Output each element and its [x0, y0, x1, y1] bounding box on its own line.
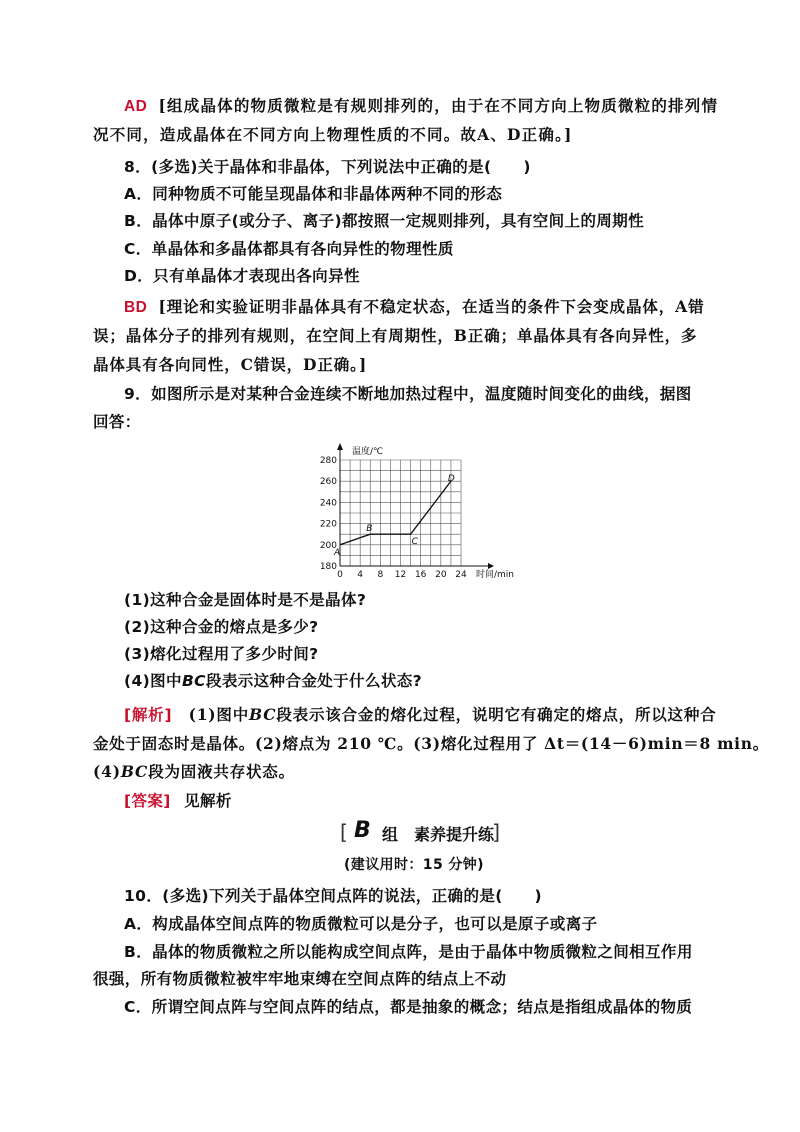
- x-tick-label: 4: [357, 570, 364, 580]
- y-tick-label: 220: [319, 519, 337, 530]
- q10-option-c-1: C．所谓空间点阵与空间点阵的结点，都是抽象的概念；结点是指组成晶体的物质: [124, 998, 693, 1016]
- q9-analysis-1: [124, 704, 716, 726]
- group-b-time: (建议用时：15 分钟): [344, 857, 484, 873]
- q8-answer-line-1: [124, 296, 704, 319]
- q9-answer-text: 见解析: [184, 792, 232, 810]
- q9-answer: [124, 790, 232, 812]
- chart-axes: [337, 443, 494, 569]
- chart-grid: [340, 460, 461, 566]
- chart-point-labels: [333, 474, 455, 558]
- q9-sub-4-post: 段表示这种合金处于什么状态?: [205, 672, 423, 690]
- x-tick-label: 0: [337, 570, 343, 580]
- y-tick-label: 280: [319, 456, 337, 466]
- group-b-banner: [340, 820, 500, 846]
- q9-analysis-tag: [解析]: [124, 706, 173, 724]
- point-label-b: B: [366, 524, 373, 535]
- q9-analysis-1-bc: BC: [249, 705, 277, 724]
- point-label-d: D: [447, 474, 455, 485]
- x-tick-label: 16: [414, 570, 427, 580]
- q9-analysis-1a: (1)图中: [188, 705, 250, 724]
- q8-explanation-3: 晶体具有各向同性，C错误，D正确。]: [93, 355, 368, 374]
- x-tick-label: 20: [435, 570, 447, 580]
- temperature-time-chart: [318, 440, 528, 580]
- q9-sub-1: (1)这种合金是固体时是不是晶体?: [124, 591, 367, 609]
- q8-option-c: C．单晶体和多晶体都具有各向异性的物理性质: [124, 240, 454, 258]
- chart-y-axis-label: 温度/℃: [352, 447, 384, 457]
- q8-answer-letters: BD: [124, 299, 148, 316]
- chart-ticks: [320, 456, 467, 580]
- q8-explanation-2: 误；晶体分子的排列有规则，在空间上有周期性，B正确；单晶体具有各向异性，多: [93, 326, 698, 345]
- y-tick-label: 240: [319, 498, 337, 509]
- q9-analysis-3-bc: BC: [120, 762, 149, 781]
- q10-option-b-2: 很强，所有物质微粒被牢牢地束缚在空间点阵的结点上不动: [93, 970, 507, 988]
- point-label-c: C: [411, 537, 418, 548]
- q8-explanation-1: [理论和实验证明非晶体具有不稳定状态，在适当的条件下会变成晶体，A错: [158, 297, 705, 316]
- q9-sub-4-pre: (4)图中: [124, 672, 182, 690]
- q9-analysis-2: 金处于固态时是晶体。(2)熔点为 210 ℃。(3)熔化过程用了 Δt＝(14－6)min＝8 min。: [93, 734, 769, 753]
- q8-option-a: A．同种物质不可能呈现晶体和非晶体两种不同的形态: [124, 185, 503, 203]
- x-tick-label: 12: [394, 570, 407, 580]
- y-tick-label: 180: [319, 562, 337, 572]
- q9-analysis-3b: 段为固液共存状态。: [148, 762, 295, 781]
- y-tick-label: 260: [319, 477, 337, 488]
- banner-right-bracket: ]: [492, 820, 500, 844]
- q8-option-b: B．晶体中原子(或分子、离子)都按照一定规则排列，具有空间上的周期性: [124, 212, 645, 230]
- y-tick-label: 200: [319, 540, 337, 551]
- point-label-a: A: [334, 547, 341, 558]
- q10-stem: 10．(多选)下列关于晶体空间点阵的说法，正确的是( ): [124, 887, 543, 905]
- q9-stem-2: 回答：: [93, 413, 141, 431]
- q8-stem: 8．(多选)关于晶体和非晶体，下列说法中正确的是( ): [124, 158, 531, 176]
- q9-sub-2: (2)这种合金的熔点是多少?: [124, 618, 319, 636]
- x-tick-label: 8: [377, 570, 384, 580]
- q9-sub-4: [124, 670, 422, 692]
- q9-sub-3: (3)熔化过程用了多少时间?: [124, 645, 319, 663]
- x-tick-label: 24: [455, 570, 467, 580]
- banner-left-bracket: [: [340, 820, 348, 844]
- q10-option-a: A．构成晶体空间点阵的物质微粒可以是分子，也可以是原子或离子: [124, 915, 598, 933]
- chart-x-axis-label: 时间/min: [476, 570, 515, 580]
- x-axis-arrow: [488, 563, 494, 569]
- y-axis-arrow: [337, 443, 343, 450]
- q7-explanation-2: 况不同，造成晶体在不同方向上物理性质的不同。故A、D正确。]: [93, 125, 573, 144]
- q9-analysis-3: [93, 761, 295, 783]
- q9-stem-1: 9．如图所示是对某种合金连续不断地加热过程中，温度随时间变化的曲线，据图: [124, 385, 692, 403]
- group-b-title: 组 素养提升练: [382, 825, 495, 844]
- q9-analysis-1b: 段表示该合金的熔化过程，说明它有确定的熔点，所以这种合: [276, 705, 717, 724]
- q8-option-d: D．只有单晶体才表现出各向异性: [124, 267, 360, 285]
- q10-option-b-1: B．晶体的物质微粒之所以能构成空间点阵，是由于晶体中物质微粒之间相互作用: [124, 943, 693, 961]
- q9-sub-4-bc: BC: [181, 672, 206, 690]
- q7-explanation-1: [组成晶体的物质微粒是有规则排列的，由于在不同方向上物质微粒的排列情: [158, 96, 719, 115]
- q9-answer-tag: [答案]: [124, 792, 171, 810]
- q7-answer-line-1: [124, 95, 718, 118]
- q9-analysis-3a: (4): [93, 762, 121, 781]
- q7-answer-letters: AD: [124, 98, 148, 115]
- group-b-letter: B: [354, 818, 371, 843]
